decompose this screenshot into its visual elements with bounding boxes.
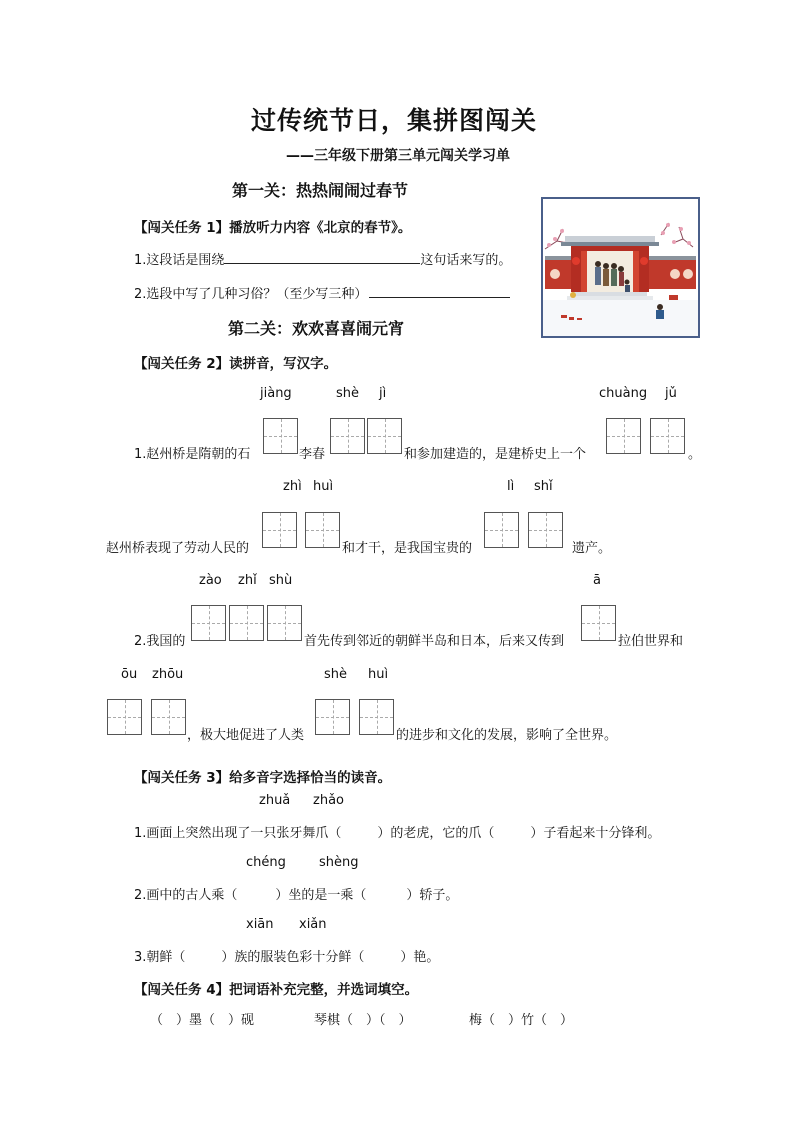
question-1-prefix: 1.这段话是围绕: [134, 253, 225, 268]
task3-q2-part-a: 2.画中的古人乘（: [134, 888, 238, 903]
sentence-2-part-c: 遗产。: [572, 541, 612, 556]
pinyin-sheng: shèng: [319, 855, 359, 870]
pinyin-ou: ōu: [121, 667, 138, 682]
sentence-1-part-d: 。: [688, 447, 702, 462]
task3-q3-part-a: 3.朝鲜（: [134, 950, 186, 965]
pinyin-zhi: zhì: [283, 479, 302, 494]
pinyin-ju: jǔ: [665, 386, 677, 401]
pinyin-a: ā: [593, 573, 601, 588]
task3-q2-part-c: ）轿子。: [406, 888, 459, 903]
pinyin-cheng: chéng: [246, 855, 286, 870]
task3-label: 【闯关任务 3】给多音字选择恰当的读音。: [134, 770, 392, 786]
pinyin-zhao: zhǎo: [313, 793, 344, 808]
sentence-3-part-c: 拉伯世界和: [618, 634, 684, 649]
pinyin-hui: huì: [313, 479, 334, 494]
tianzige-box[interactable]: [267, 605, 302, 641]
tianzige-box[interactable]: [484, 512, 519, 548]
task3-q2-part-b: ）坐的是一乘（: [275, 888, 367, 903]
pinyin-zhi2: zhǐ: [238, 573, 257, 588]
tianzige-box[interactable]: [191, 605, 226, 641]
question-2: [134, 283, 510, 302]
level2-heading: 第二关：欢欢喜喜闹元宵: [228, 319, 405, 338]
pinyin-hui2: huì: [368, 667, 389, 682]
task4-label: 【闯关任务 4】把词语补充完整，并选词填空。: [134, 982, 419, 998]
tianzige-box[interactable]: [367, 418, 402, 454]
pinyin-she: shè: [336, 386, 360, 401]
tianzige-box[interactable]: [229, 605, 264, 641]
pinyin-li: lì: [507, 479, 515, 494]
pinyin-zao: zào: [199, 573, 222, 588]
sentence-1-part-b: 李春: [299, 447, 326, 462]
pinyin-jiang: jiàng: [260, 386, 292, 401]
spring-festival-image: [541, 197, 700, 338]
pinyin-zhou: zhōu: [152, 667, 184, 682]
idiom-blank-2[interactable]: 琴棋（ ）（ ）: [314, 1013, 412, 1028]
tianzige-box[interactable]: [262, 512, 297, 548]
tianzige-box[interactable]: [315, 699, 350, 735]
task1-label: 【闯关任务 1】播放听力内容《北京的春节》。: [134, 220, 412, 236]
task3-q1-part-a: 1.画面上突然出现了一只张牙舞爪（: [134, 826, 342, 841]
task3-q1-part-c: ）子看起来十分锋利。: [530, 826, 661, 841]
pinyin-xian3: xiǎn: [299, 917, 327, 932]
answer-blank-2[interactable]: [369, 283, 510, 298]
level1-heading: 第一关：热热闹闹过春节: [232, 181, 409, 200]
tianzige-box[interactable]: [359, 699, 394, 735]
sentence-2-part-b: 和才干，是我国宝贵的: [342, 541, 473, 556]
sentence-4-part-b: 的进步和文化的发展，影响了全世界。: [396, 728, 618, 743]
sentence-1-part-a: 1.赵州桥是隋朝的石: [134, 447, 251, 462]
pinyin-shi: shǐ: [534, 479, 553, 494]
question-1-suffix: 这句话来写的。: [420, 253, 512, 268]
task3-q3-part-c: ）艳。: [400, 950, 440, 965]
courtyard-illustration: [543, 199, 698, 336]
task2-label: 【闯关任务 2】读拼音，写汉字。: [134, 356, 338, 372]
sentence-4-part-a: ，极大地促进了人类: [187, 728, 305, 743]
pinyin-she2: shè: [324, 667, 348, 682]
tianzige-box[interactable]: [305, 512, 340, 548]
answer-blank-1[interactable]: [224, 249, 420, 264]
sentence-2-part-a: 赵州桥表现了劳动人民的: [106, 541, 250, 556]
tianzige-box[interactable]: [330, 418, 365, 454]
pinyin-shu: shù: [269, 573, 293, 588]
task3-question-1: [134, 822, 660, 841]
task3-question-3: [134, 946, 439, 965]
tianzige-box[interactable]: [263, 418, 298, 454]
pinyin-xian1: xiān: [246, 917, 274, 932]
sentence-3-part-b: 首先传到邻近的朝鲜半岛和日本，后来又传到: [304, 634, 565, 649]
sentence-3-part-a: 2.我国的: [134, 634, 186, 649]
page-subtitle: ——三年级下册第三单元闯关学习单: [286, 148, 510, 164]
task3-q1-part-b: ）的老虎，它的爪（: [377, 826, 495, 841]
sentence-1-part-c: 和参加建造的，是建桥史上一个: [404, 447, 587, 462]
question-1: [134, 249, 511, 268]
tianzige-box[interactable]: [650, 418, 685, 454]
pinyin-chuang: chuàng: [599, 386, 648, 401]
tianzige-box[interactable]: [581, 605, 616, 641]
tianzige-box[interactable]: [528, 512, 563, 548]
task3-q3-part-b: ）族的服装色彩十分鲜（: [221, 950, 365, 965]
task3-question-2: [134, 884, 458, 903]
tianzige-box[interactable]: [107, 699, 142, 735]
idiom-blank-1[interactable]: （ ）墨（ ）砚: [150, 1013, 255, 1028]
idiom-blank-3[interactable]: 梅（ ）竹（ ）: [469, 1013, 574, 1028]
tianzige-box[interactable]: [151, 699, 186, 735]
page-title: 过传统节日，集拼图闯关: [251, 106, 538, 135]
pinyin-zhua: zhuǎ: [259, 793, 291, 808]
pinyin-ji: jì: [379, 386, 387, 401]
question-2-text: 2.选段中写了几种习俗？（至少写三种）: [134, 287, 368, 302]
tianzige-box[interactable]: [606, 418, 641, 454]
